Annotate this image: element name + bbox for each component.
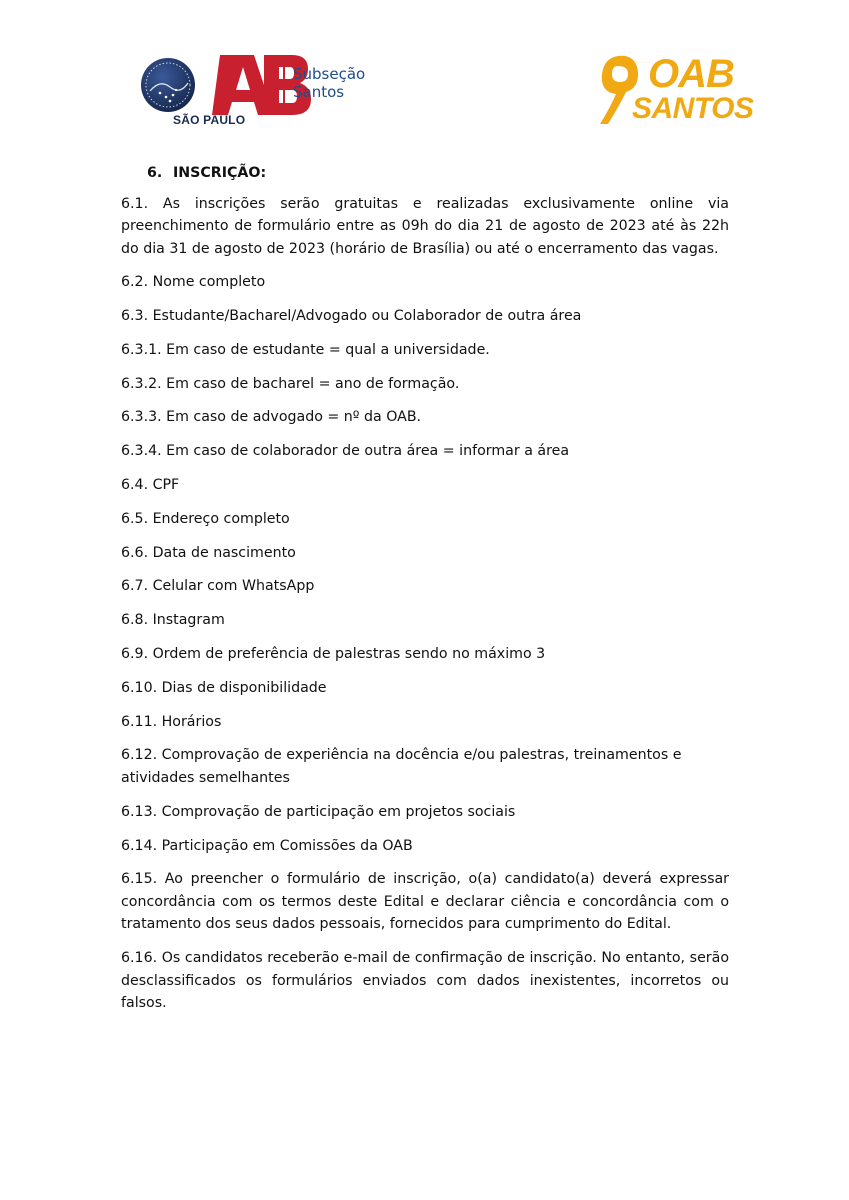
document-body xyxy=(121,162,729,1026)
sao-paulo-label: SÃO PAULO xyxy=(173,113,246,127)
item-6-7: 6.7. Celular com WhatsApp xyxy=(121,578,315,595)
item-6-5: 6.5. Endereço completo xyxy=(121,510,290,527)
item-6-2: 6.2. Nome completo xyxy=(121,274,266,291)
item-6-12: 6.12. Comprovação de experiência na docência e/ou palestras, treinamentos e atividades semelhantes xyxy=(121,747,682,786)
item-6-9: 6.9. Ordem de preferência de palestras sendo no máximo 3 xyxy=(121,646,546,663)
item-6-3-1: 6.3.1. Em caso de estudante = qual a universidade. xyxy=(121,341,490,358)
anniversary-tagline: · · · · · · · xyxy=(630,60,650,66)
section-heading xyxy=(147,162,729,185)
item-6-10: 6.10. Dias de disponibilidade xyxy=(121,679,327,696)
subsecao-line: Subseção xyxy=(293,65,366,83)
item-6-3-2: 6.3.2. Em caso de bacharel = ano de formação. xyxy=(121,375,460,392)
item-6-11: 6.11. Horários xyxy=(121,713,222,730)
item-6-3: 6.3. Estudante/Bacharel/Advogado ou Colaborador de outra área xyxy=(121,308,582,325)
santos-line: Santos xyxy=(293,83,345,101)
item-6-6: 6.6. Data de nascimento xyxy=(121,544,296,561)
item-6-14: 6.14. Participação em Comissões da OAB xyxy=(121,837,413,854)
oab-gold-label: OAB xyxy=(648,52,734,96)
oab-sao-paulo-logo xyxy=(140,55,380,127)
item-6-16: 6.16. Os candidatos receberão e-mail de confirmação de inscrição. No entanto, serão desclassificados os formulários enviados com dados inexistentes, incorretos ou falsos. xyxy=(121,950,729,1012)
oab-santos-90-anos-logo xyxy=(596,52,754,128)
section-number: 6. xyxy=(147,165,163,181)
santos-gold-label: SANTOS xyxy=(632,92,754,125)
item-6-4: 6.4. CPF xyxy=(121,477,180,494)
logo-divider xyxy=(283,61,285,105)
item-6-8: 6.8. Instagram xyxy=(121,612,225,629)
section-title: INSCRIÇÃO: xyxy=(173,165,267,181)
item-6-3-4: 6.3.4. Em caso de colaborador de outra área = informar a área xyxy=(121,443,570,460)
item-6-15: 6.15. Ao preencher o formulário de inscrição, o(a) candidato(a) deverá expressar concordância com os termos deste Edital e declarar ciência e concordância com o tratamento dos seus dados pessoais, fornecidos para cumprimento do Edital. xyxy=(121,871,729,933)
item-6-3-3: 6.3.3. Em caso de advogado = nº da OAB. xyxy=(121,409,422,426)
item-6-1: 6.1. As inscrições serão gratuitas e realizadas exclusivamente online via preenchimento de formulário entre as 09h do dia 21 de agosto de 2023 até às 22h do dia 31 de agosto de 2023 (horário de Brasília) ou até o encerramento das vagas. xyxy=(121,195,729,257)
item-6-13: 6.13. Comprovação de participação em projetos sociais xyxy=(121,803,516,820)
subsecao-santos-label xyxy=(293,65,365,101)
